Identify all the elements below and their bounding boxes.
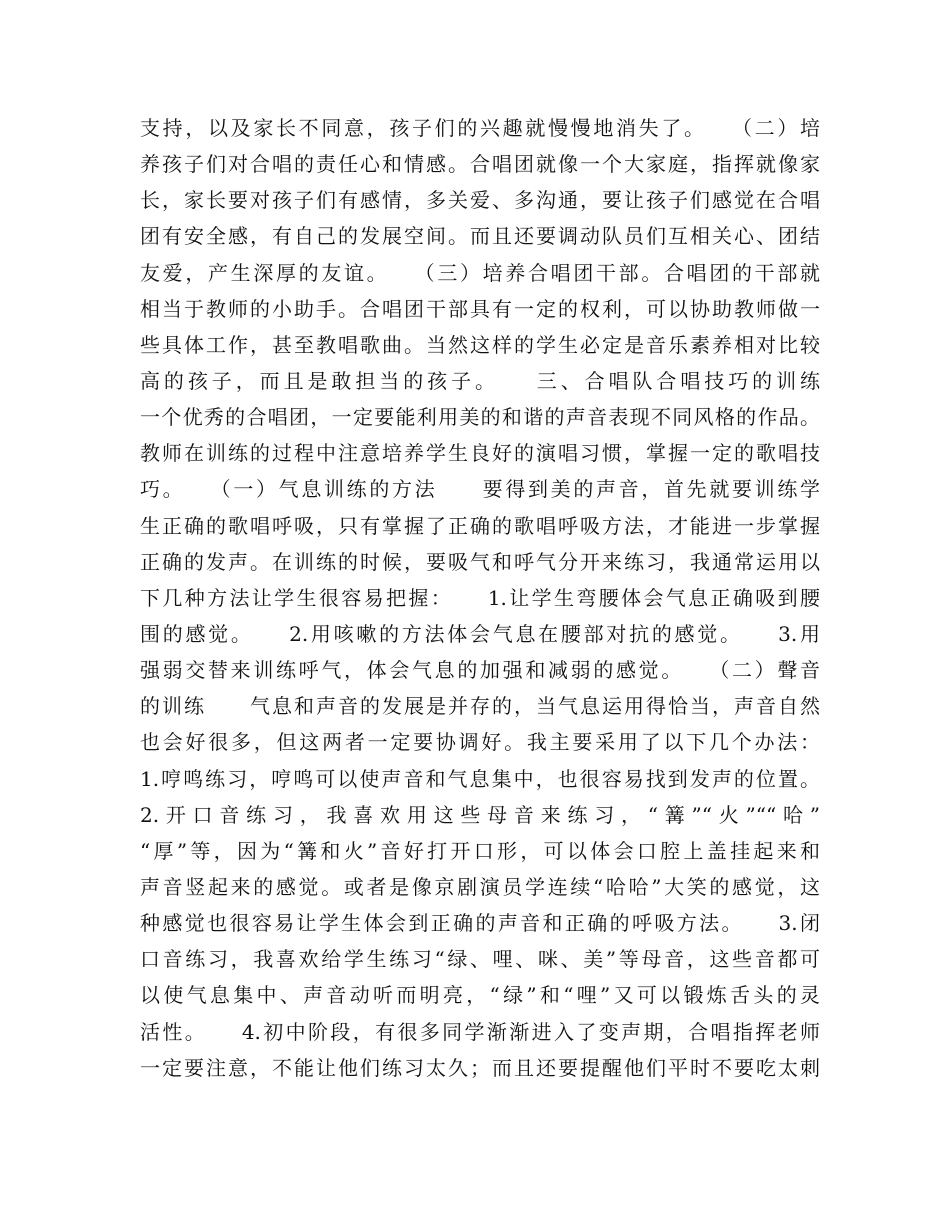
text-line: 一定要注意，不能让他们练习太久；而且还要提醒他们平时不要吃太刺	[140, 1055, 820, 1080]
text-line: 也会好很多，但这两者一定要协调好。我主要采用了以下几个办法：	[140, 730, 820, 755]
text-line: 教师在训练的过程中注意培养学生良好的演唱习惯，掌握一定的歌唱技	[140, 441, 820, 466]
text-line: 生正确的歌唱呼吸，只有掌握了正确的歌唱呼吸方法，才能进一步掌握	[140, 513, 820, 538]
text-line: 养孩子们对合唱的责任心和情感。合唱团就像一个大家庭，指挥就像家	[140, 152, 820, 177]
text-line: 下几种方法让学生很容易把握： 1.让学生弯腰体会气息正确吸到腰	[140, 585, 820, 610]
text-line: 些具体工作，甚至教唱歌曲。当然这样的学生必定是音乐素养相对比较	[140, 332, 820, 357]
text-line: 巧。 （一）气息训练的方法 要得到美的声音，首先就要训练学	[140, 477, 820, 502]
body-text	[140, 110, 820, 1086]
text-line: 声音竖起来的感觉。或者是像京剧演员学连续“哈哈”大笑的感觉，这	[140, 874, 820, 899]
text-line: 支持，以及家长不同意，孩子们的兴趣就慢慢地消失了。 （二）培	[140, 116, 820, 140]
text-line: 种感觉也很容易让学生体会到正确的声音和正确的呼吸方法。 3.闭	[140, 911, 820, 936]
text-line: 相当于教师的小助手。合唱团干部具有一定的权利，可以协助教师做一	[140, 296, 820, 321]
text-line: 一个优秀的合唱团，一定要能利用美的和谐的声音表现不同风格的作品。	[140, 405, 820, 430]
text-line: 活性。 4.初中阶段，有很多同学渐渐进入了变声期，合唱指挥老师	[140, 1019, 820, 1044]
text-line: 强弱交替来训练呼气，体会气息的加强和减弱的感觉。 （二）聲音	[140, 658, 820, 683]
text-line: 高的孩子，而且是敢担当的孩子。 三、合唱队合唱技巧的训练	[140, 368, 820, 393]
text-line: 以使气息集中、声音动听而明亮，“绿”和“哩”又可以锻炼舌头的灵	[140, 983, 820, 1008]
text-line: 口音练习，我喜欢给学生练习“绿、哩、咪、美”等母音，这些音都可	[140, 947, 820, 972]
text-line: 团有安全感，有自己的发展空间。而且还要调动队员们互相关心、团结	[140, 224, 820, 249]
text-line: “厚”等，因为“篝和火”音好打开口形，可以体会口腔上盖挂起来和	[140, 838, 820, 863]
text-line: 友爱，产生深厚的友谊。 （三）培养合唱团干部。合唱团的干部就	[140, 260, 820, 285]
text-line: 2.开口音练习，我喜欢用这些母音来练习，“篝”“火”““哈”	[140, 802, 820, 827]
text-line: 围的感觉。 2.用咳嗽的方法体会气息在腰部对抗的感觉。 3.用	[140, 621, 820, 646]
text-line: 长，家长要对孩子们有感情，多关爱、多沟通，要让孩子们感觉在合唱	[140, 188, 820, 213]
text-line: 的训练 气息和声音的发展是并存的，当气息运用得恰当，声音自然	[140, 694, 820, 719]
text-line: 正确的发声。在训练的时候，要吸气和呼气分开来练习，我通常运用以	[140, 549, 820, 574]
text-line: 1.哼鸣练习，哼鸣可以使声音和气息集中，也很容易找到发声的位置。	[140, 766, 820, 791]
